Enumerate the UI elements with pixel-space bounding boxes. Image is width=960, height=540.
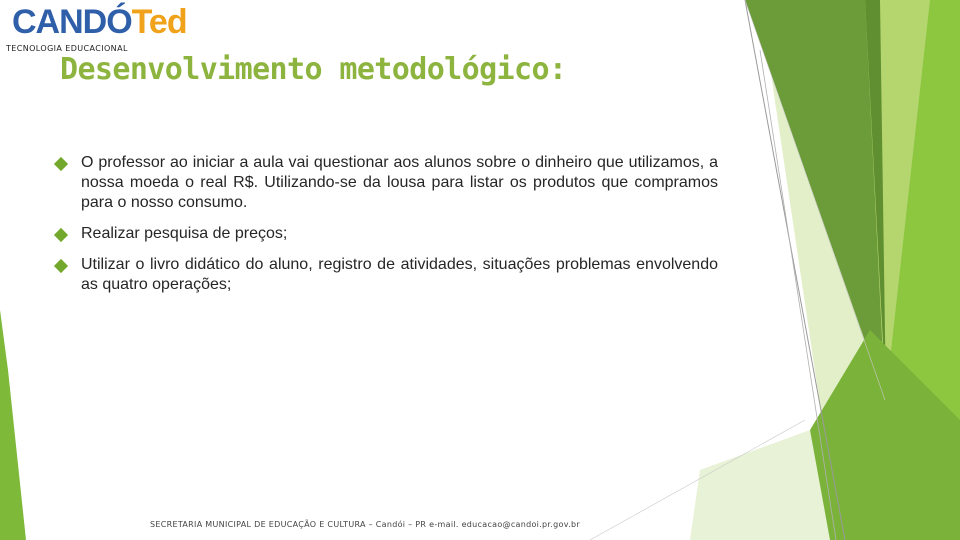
bottom-pale-shape — [690, 430, 830, 540]
logo-brand-main: CANDÓ — [12, 3, 132, 41]
diamond-bullet-icon — [54, 259, 68, 273]
cando-ted-logo — [4, 0, 187, 56]
diamond-bullet-icon — [54, 228, 68, 242]
bullet-item — [56, 255, 718, 295]
left-edge-shape — [0, 310, 26, 540]
diamond-bullet-icon — [54, 157, 68, 171]
slide-footer: SECRETARIA MUNICIPAL DE EDUCAÇÃO E CULTURA – Candói – PR e-mail. educacao@candoi.pr.gov.br — [150, 520, 580, 529]
bullet-text: Realizar pesquisa de preços; — [81, 225, 288, 242]
slide-title: Desenvolvimento metodológico: — [60, 52, 567, 87]
bullet-text: O professor ao iniciar a aula vai questionar aos alunos sobre o dinheiro que utilizamos, a nossa moeda o real R$. Utilizando-se da lousa para listar os produtos que compramos para o nosso consumo. — [81, 154, 718, 211]
bullet-text: Utilizar o livro didático do aluno, registro de atividades, situações problemas envolvendo as quatro operações; — [81, 256, 718, 293]
logo-brand-accent: Ted — [131, 3, 187, 41]
logo-tagline: TECNOLOGIA EDUCACIONAL — [6, 44, 128, 53]
bullet-item — [56, 153, 718, 213]
bullet-item — [56, 224, 718, 244]
bullet-list — [56, 153, 718, 306]
logo-wordmark — [12, 2, 187, 42]
